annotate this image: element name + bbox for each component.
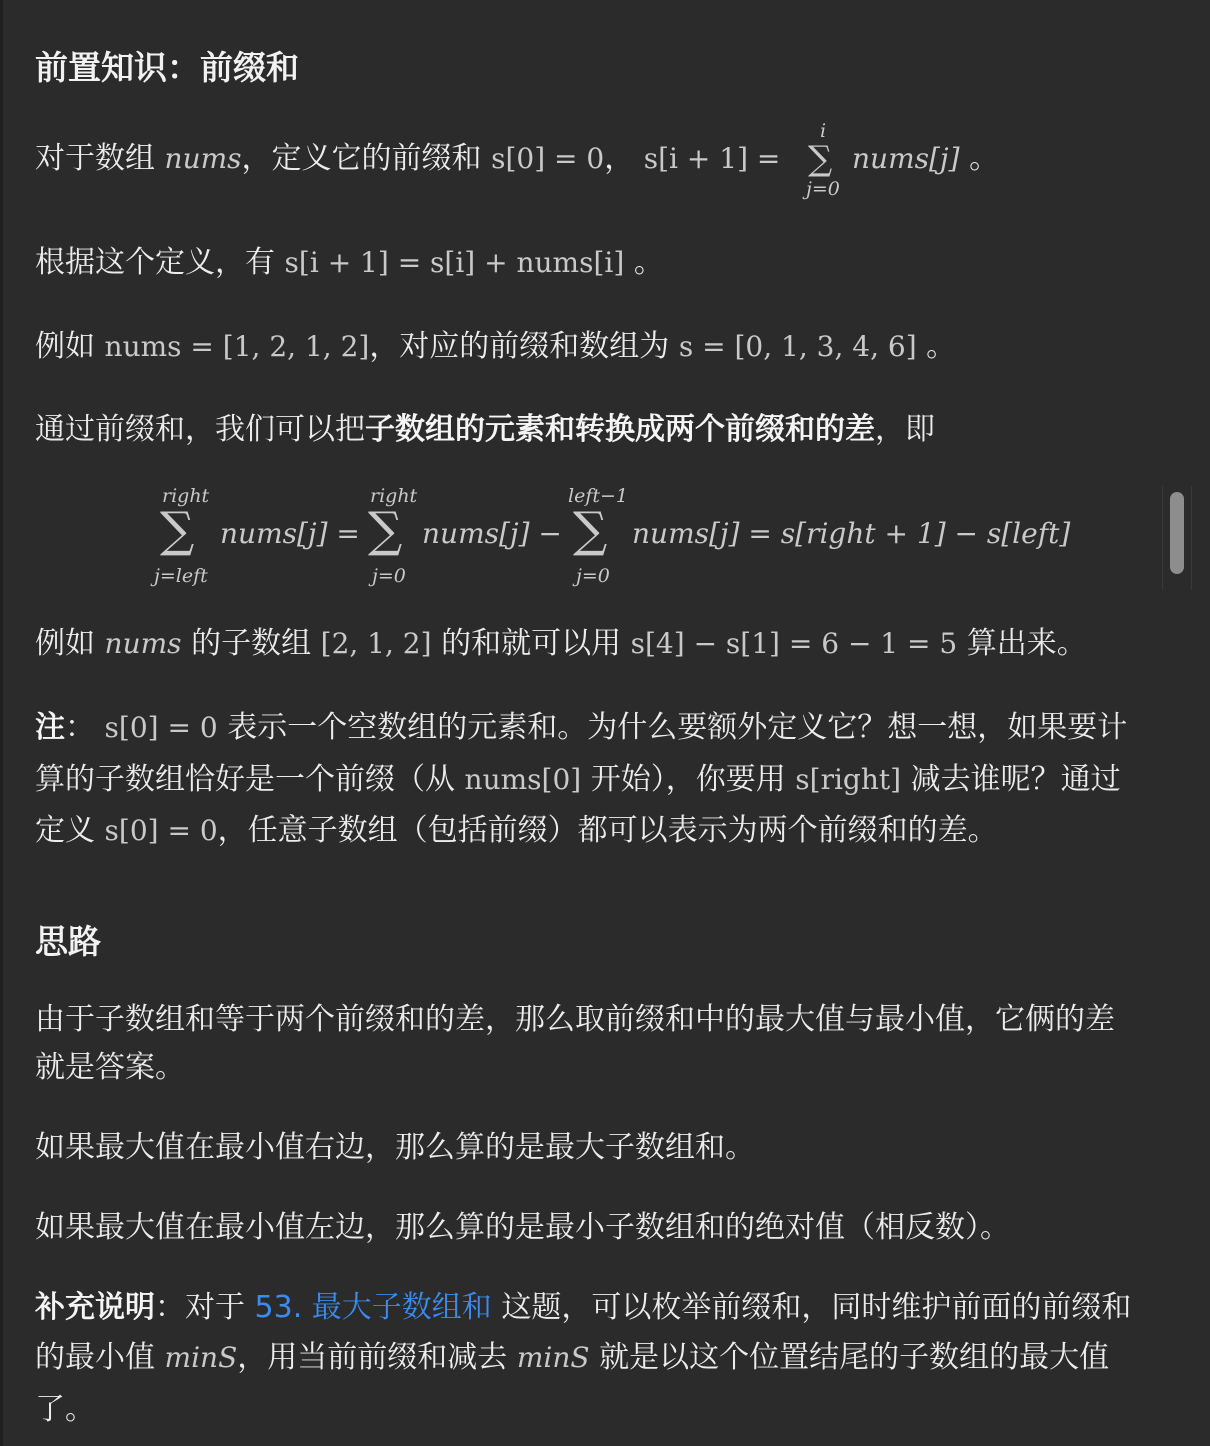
note-line-2 [35, 755, 1121, 805]
paragraph-definition [35, 134, 780, 184]
supplement-line-3: 了。 [35, 1392, 95, 1427]
sum-upper-i: i [820, 120, 827, 142]
text: 根据这个定义，有 [35, 245, 275, 280]
paragraph-definition-tail [852, 134, 999, 184]
text: 例如 [35, 626, 95, 661]
math-minS: minS [516, 1341, 590, 1374]
text: 通过前缀和，我们可以把 [35, 412, 365, 447]
math-minS: minS [164, 1341, 238, 1374]
text: 这题，可以枚举前缀和，同时维护前面的前缀和 [501, 1290, 1132, 1325]
text: 。 [633, 245, 664, 280]
sum2-upper: right [370, 485, 418, 507]
note-line-3 [35, 806, 998, 856]
paragraph-subarray-example [35, 619, 1087, 669]
text: 的和就可以用 [441, 626, 622, 661]
text: ： [65, 710, 95, 745]
paragraph-max-right: 如果最大值在最小值右边，那么算的是最大子数组和。 [35, 1130, 755, 1165]
text: 就是以这个位置结尾的子数组的最大值 [599, 1340, 1110, 1375]
formula-scrollbar-thumb[interactable] [1170, 492, 1184, 574]
sum1-symbol: ∑ [160, 502, 195, 558]
text: 定义 [35, 813, 95, 848]
paragraph-prefix-difference [35, 405, 935, 455]
text: 算的子数组恰好是一个前缀（从 [35, 762, 455, 797]
note-label: 注 [35, 710, 65, 745]
math-s-array: s = [0, 1, 3, 4, 6] [678, 330, 917, 363]
supplement-line-2 [35, 1333, 1109, 1383]
text: 。 [926, 329, 957, 364]
sum-lower-j0: j=0 [806, 178, 840, 200]
math-numsj: nums[j] [852, 142, 960, 175]
text: ，用当前前缀和减去 [237, 1340, 508, 1375]
sum3-upper: left−1 [568, 485, 628, 507]
text: ， [604, 141, 635, 176]
sum2-lower: j=0 [372, 565, 406, 587]
sum3-lower: j=0 [576, 565, 610, 587]
term2: nums[j] − [422, 517, 562, 550]
supplement-line-1 [35, 1283, 1131, 1333]
sum3-symbol: ∑ [573, 502, 608, 558]
text: ，任意子数组（包括前缀）都可以表示为两个前缀和的差。 [217, 813, 998, 848]
text: 算出来。 [966, 626, 1087, 661]
text: 。 [969, 141, 1000, 176]
paragraph-max-left: 如果最大值在最小值左边，那么算的是最小子数组和的绝对值（相反数）。 [35, 1210, 1010, 1245]
text: 对于数组 [35, 141, 155, 176]
text: ：对于 [155, 1290, 245, 1325]
math-s0: s[0] = 0 [104, 814, 218, 847]
text: 的最小值 [35, 1340, 155, 1375]
text: 例如 [35, 329, 95, 364]
text: 表示一个空数组的元素和。为什么要额外定义它？想一想，如果要计 [227, 710, 1128, 745]
sum-symbol: ∑ [808, 139, 833, 179]
text: 减去谁呢？通过 [910, 762, 1121, 797]
heading-approach: 思路 [35, 922, 101, 961]
math-s0: s[0] = 0 [491, 142, 605, 175]
bold-text: 子数组的元素和转换成两个前缀和的差 [365, 412, 875, 447]
note-line-1 [35, 703, 1127, 753]
math-sright: s[right] [795, 763, 902, 796]
problem-53-link[interactable]: 53. 最大子数组和 [254, 1290, 492, 1325]
sum1-lower: j=left [154, 565, 208, 587]
math-nums0: nums[0] [464, 763, 582, 796]
text: ，对应的前缀和数组为 [369, 329, 670, 364]
text: 的子数组 [191, 626, 312, 661]
math-nums: nums [164, 142, 242, 175]
math-s0: s[0] = 0 [104, 711, 218, 744]
text: 开始），你要用 [590, 762, 786, 797]
sum2-symbol: ∑ [368, 502, 403, 558]
math-calc: s[4] − s[1] = 6 − 1 = 5 [630, 627, 958, 660]
math-nums-array: nums = [1, 2, 1, 2] [104, 330, 370, 363]
math-subarray: [2, 1, 2] [320, 627, 432, 660]
left-border [0, 0, 3, 1446]
paragraph-approach-line-2: 就是答案。 [35, 1050, 185, 1085]
math-si1: s[i + 1] = [643, 142, 781, 175]
paragraph-recurrence [35, 238, 664, 288]
supplement-label: 补充说明 [35, 1290, 155, 1325]
term3: nums[j] = s[right + 1] − s[left] [632, 517, 1071, 550]
text: ，即 [875, 412, 935, 447]
paragraph-approach-line-1: 由于子数组和等于两个前缀和的差，那么取前缀和中的最大值与最小值，它俩的差 [35, 1002, 1115, 1037]
text: ，定义它的前缀和 [241, 141, 482, 176]
heading-prefix-sum: 前置知识：前缀和 [35, 48, 299, 87]
term1: nums[j] = [220, 517, 360, 550]
math-recurrence: s[i + 1] = s[i] + nums[i] [284, 246, 625, 279]
paragraph-example [35, 322, 956, 372]
sum1-upper: right [162, 485, 210, 507]
math-nums: nums [104, 627, 182, 660]
